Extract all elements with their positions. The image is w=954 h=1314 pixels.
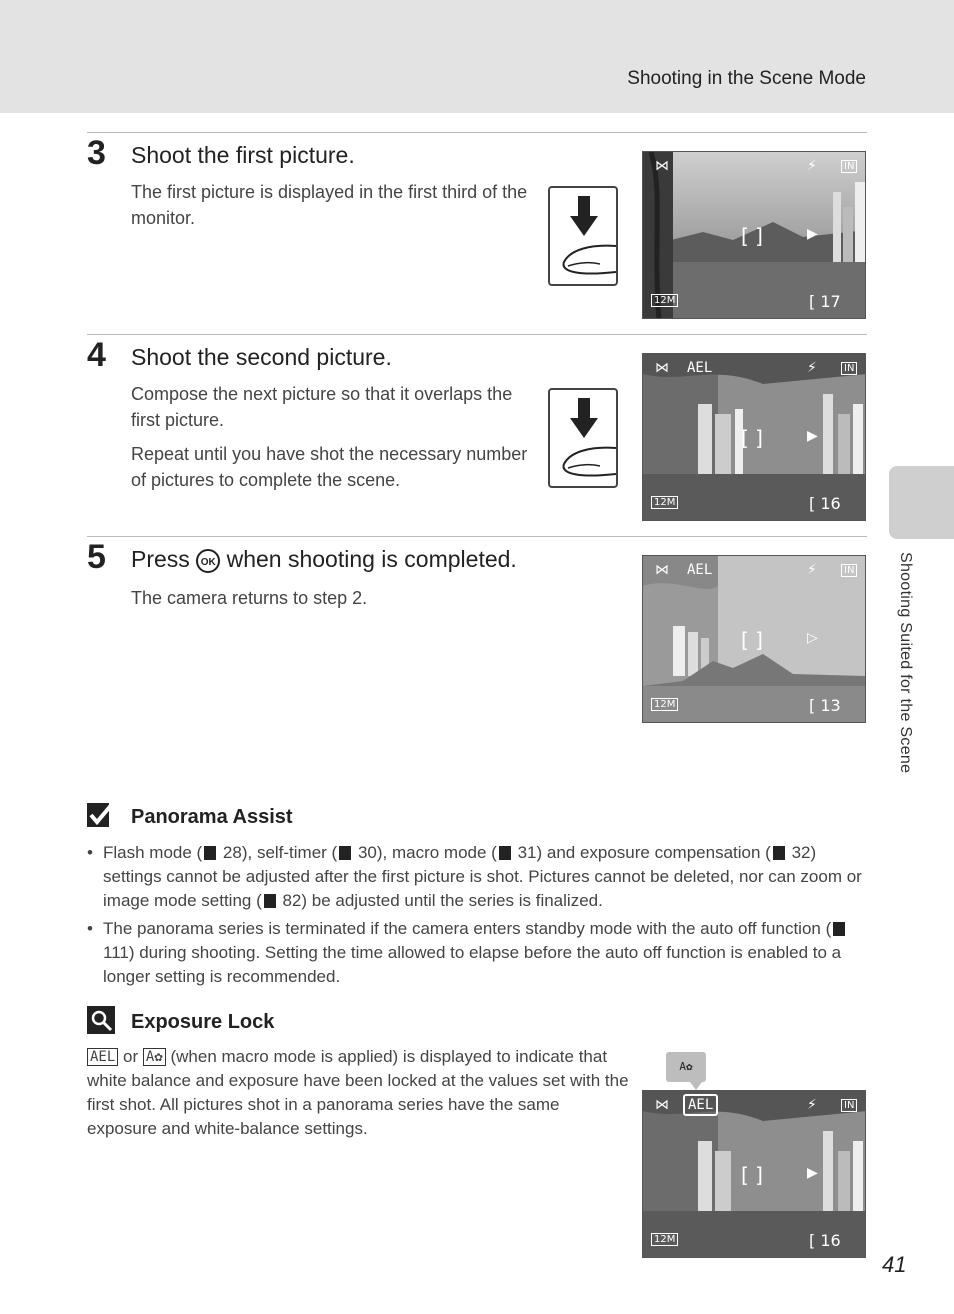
step-title: Press OK when shooting is completed.: [131, 546, 517, 572]
shutter-press-icon: [548, 388, 618, 488]
pan-direction-icon: ▶: [807, 428, 818, 444]
callout-pointer: [690, 1082, 702, 1090]
flash-auto-icon: ⚡: [807, 360, 817, 376]
focus-brackets-icon: [ ]: [741, 224, 763, 248]
step-body: [131, 381, 531, 501]
focus-brackets-icon: [ ]: [741, 628, 763, 652]
step-paragraph: The camera returns to step 2.: [131, 588, 368, 608]
step-number: 3: [87, 134, 106, 172]
internal-memory-icon: IN: [841, 362, 857, 375]
flash-auto-icon: ⚡: [807, 1097, 817, 1113]
internal-memory-icon: IN: [841, 1099, 857, 1112]
page-ref-icon: [499, 846, 511, 860]
ae-lock-indicator: AEL: [87, 1048, 118, 1066]
note-title: Exposure Lock: [131, 1011, 275, 1033]
frames-remaining: [ 13: [809, 696, 841, 715]
ae-lock-indicator: AEL: [687, 360, 713, 376]
exposure-body: AEL or A✿ (when macro mode is applied) is displayed to indicate that white balance and exposure have been locked at the values set with the first shot. All pictures shot in a panorama series have the same exposure and white-balance settings.: [87, 1047, 629, 1138]
panorama-icon: ⋈: [655, 562, 669, 578]
frames-remaining: [ 17: [809, 292, 841, 311]
step-body: [131, 179, 531, 239]
check-note-icon: [87, 801, 117, 834]
step-title: Shoot the first picture.: [131, 142, 355, 168]
section-title: Shooting in the Scene Mode: [627, 68, 866, 89]
side-tab-label: Shooting Suited for the Scene: [897, 552, 914, 774]
panorama-icon: ⋈: [655, 1097, 669, 1113]
note-title: Panorama Assist: [131, 806, 293, 828]
shutter-press-icon: [548, 186, 618, 286]
list-item: • Flash mode ( 28), self-timer ( 30), macro mode ( 31) and exposure compensation ( 32) settings cannot be adjusted after the first picture is shot. Pictures cannot be deleted, nor can zoom or image mode setting ( 82) be adjusted until the series is finalized.: [87, 841, 867, 913]
step-number: 5: [87, 538, 106, 576]
camera-screen-step4: [642, 353, 866, 521]
frames-remaining: [ 16: [809, 494, 841, 513]
image-size-icon: 12M: [651, 1233, 678, 1246]
divider: [87, 132, 867, 133]
step-number: 4: [87, 336, 106, 374]
camera-screen-exposure: [642, 1090, 866, 1258]
page-ref-icon: [339, 846, 351, 860]
page-ref-icon: [204, 846, 216, 860]
step-title: Shoot the second picture.: [131, 344, 392, 370]
image-size-icon: 12M: [651, 496, 678, 509]
step-paragraph: The first picture is displayed in the first third of the monitor.: [131, 182, 528, 228]
page-header: [0, 0, 954, 113]
ae-lock-indicator: AEL: [687, 562, 713, 578]
camera-screen-step3: [642, 151, 866, 319]
ae-lock-indicator: AEL: [683, 1094, 718, 1116]
ok-button-icon: OK: [196, 549, 220, 573]
focus-brackets-icon: [ ]: [741, 1163, 763, 1187]
frames-remaining: [ 16: [809, 1231, 841, 1250]
side-tab: [889, 466, 954, 539]
ae-lock-macro-indicator: A✿: [143, 1048, 166, 1066]
internal-memory-icon: IN: [841, 160, 857, 173]
image-size-icon: 12M: [651, 698, 678, 711]
camera-screen-step5: [642, 555, 866, 723]
magnifier-note-icon: [87, 1006, 117, 1039]
page-ref-icon: [264, 894, 276, 908]
note-bullets: [87, 841, 867, 993]
page-ref-icon: [773, 846, 785, 860]
pan-direction-icon: ▷: [807, 630, 818, 646]
list-item: • The panorama series is terminated if the camera enters standby mode with the auto off function ( 111) during shooting. Setting the time allowed to elapse before the auto off function is enabled to a longer setting is recommended.: [87, 917, 867, 989]
step-paragraph: Compose the next picture so that it overlaps the first picture.: [131, 384, 513, 430]
pan-direction-icon: ▶: [807, 1165, 818, 1181]
page-number: 41: [882, 1252, 907, 1277]
step-body: [131, 585, 531, 619]
internal-memory-icon: IN: [841, 564, 857, 577]
flash-auto-icon: ⚡: [807, 158, 817, 174]
ae-lock-callout: A✿: [666, 1052, 706, 1082]
pan-direction-icon: ▶: [807, 226, 818, 242]
panorama-icon: ⋈: [655, 360, 669, 376]
divider: [87, 536, 867, 537]
focus-brackets-icon: [ ]: [741, 426, 763, 450]
image-size-icon: 12M: [651, 294, 678, 307]
flash-auto-icon: ⚡: [807, 562, 817, 578]
panorama-icon: ⋈: [655, 158, 669, 174]
divider: [87, 334, 867, 335]
step-paragraph: Repeat until you have shot the necessary number of pictures to complete the scene.: [131, 444, 528, 490]
page-ref-icon: [833, 922, 845, 936]
